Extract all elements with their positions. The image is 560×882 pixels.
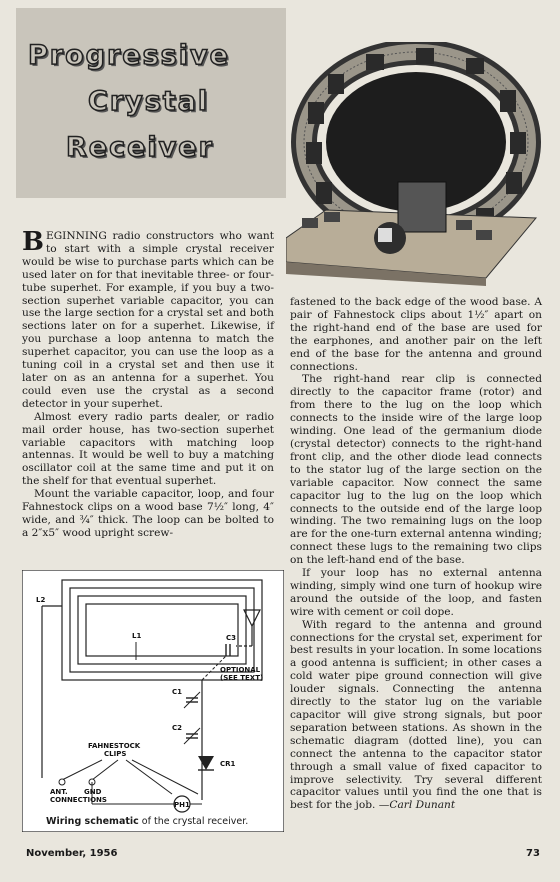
schematic-label-clips: CLIPS (104, 750, 127, 758)
schematic-label-c1: C1 (172, 688, 183, 696)
schematic-label-gnd: GND (84, 788, 102, 796)
schematic-label-fahnestock: FAHNESTOCK (88, 742, 141, 750)
page-number: 73 (526, 848, 540, 859)
wiring-schematic (22, 570, 284, 832)
article-paragraph-1 (22, 227, 274, 411)
receiver-photo (286, 42, 544, 286)
schematic-label-see-text: (SEE TEXT) (220, 674, 264, 682)
article-column-2 (290, 296, 542, 812)
paragraph-1-text: EGINNING radio constructors who want to start with a simple crystal receiver would be wise to purchase parts which can be used later on for that inevitable three- or four-tube superhet. For example, if you buy a two-section superhet variable capacitor, you can use the large section for a crystal set and both sections later on for a superhet. Likewise, if you purchase a loop antenna to match the superhet capacitor, you can use the loop as a tuning coil in a crystal set and then use it later on as an antenna for a superhet. You could even use the crystal as a second detector in your superhet. (22, 230, 274, 410)
caption-bold: Wiring schematic (46, 816, 139, 827)
schematic-caption (46, 816, 248, 827)
article-paragraph-4: fastened to the back edge of the wood base. A pair of Fahnestock clips about 1½″ apart on the right-hand end of the base are used for the earphones, and another pair on the left end of the base for the antenna and ground connections. (290, 296, 542, 373)
issue-date: November, 1956 (26, 848, 118, 859)
schematic-label-l1: L1 (132, 632, 142, 640)
schematic-label-optional: OPTIONAL (220, 666, 261, 674)
article-paragraph-2: Almost every radio parts dealer, or radio mail order house, has two-section superhet variable capacitors with matching loop antennas. It would be well to buy a matching oscillator coil at the same time and put it on the shelf for that eventual superhet. (22, 410, 274, 488)
schematic-label-connections: CONNECTIONS (50, 796, 107, 804)
title-line-2: Crystal (88, 86, 210, 117)
schematic-label-l2: L2 (36, 596, 46, 604)
author-signature: —Carl Dunant (378, 799, 456, 812)
schematic-label-c3: C3 (226, 634, 237, 642)
article-paragraph-7 (290, 619, 542, 813)
schematic-label-ant: ANT. (50, 788, 68, 796)
article-paragraph-5: The right-hand rear clip is connected directly to the capacitor frame (rotor) and from there to the lug on the loop which connects to the inside wire of the large loop winding. One lead of the germanium diode (crystal detector) connects to the right-hand front clip, and the other diode lead connects to the stator lug of the large section on the variable capacitor. Now connect the same capacitor lug to the lug on the loop which connects to the outside end of the large loop winding. The two remaining lugs on the loop are for the one-turn external antenna winding; connect these lugs to the remaining two clips on the left-hand end of the base. (290, 373, 542, 567)
schematic-label-cr1: CR1 (220, 760, 236, 768)
title-line-1: Progressive (28, 40, 230, 71)
title-line-3: Receiver (66, 132, 214, 163)
schematic-label-c2: C2 (172, 724, 183, 732)
drop-cap: B (22, 227, 44, 257)
article-paragraph-6: If your loop has no external antenna winding, simply wind one turn of hookup wire around the outside of the loop, and fasten wire with cement or coil dope. (290, 567, 542, 618)
paragraph-7-text: With regard to the antenna and ground connections for the crystal set, experiment for best results in your location. In some locations a good antenna is sufficient; in other cases a cold water pipe ground connection will give louder signals. Connecting the antenna directly to the stator lug on the variable capacitor will give strong signals, but poor separation between stations. As shown in the schematic diagram (dotted line), you can connect the antenna to the capacitor stator through a small value of fixed capacitor to improve selectivity. Try several different capacitor values until you find the one that is best for the job. (290, 618, 542, 812)
caption-rest: of the crystal receiver. (138, 816, 249, 827)
schematic-label-ph1: PH1 (174, 801, 190, 809)
article-column-1 (22, 227, 274, 540)
article-paragraph-3: Mount the variable capacitor, loop, and four Fahnestock clips on a wood base 7½″ long, 4″ wide, and ¾″ thick. The loop can be bolted to a 2″x5″ wood upright screw- (22, 488, 274, 539)
